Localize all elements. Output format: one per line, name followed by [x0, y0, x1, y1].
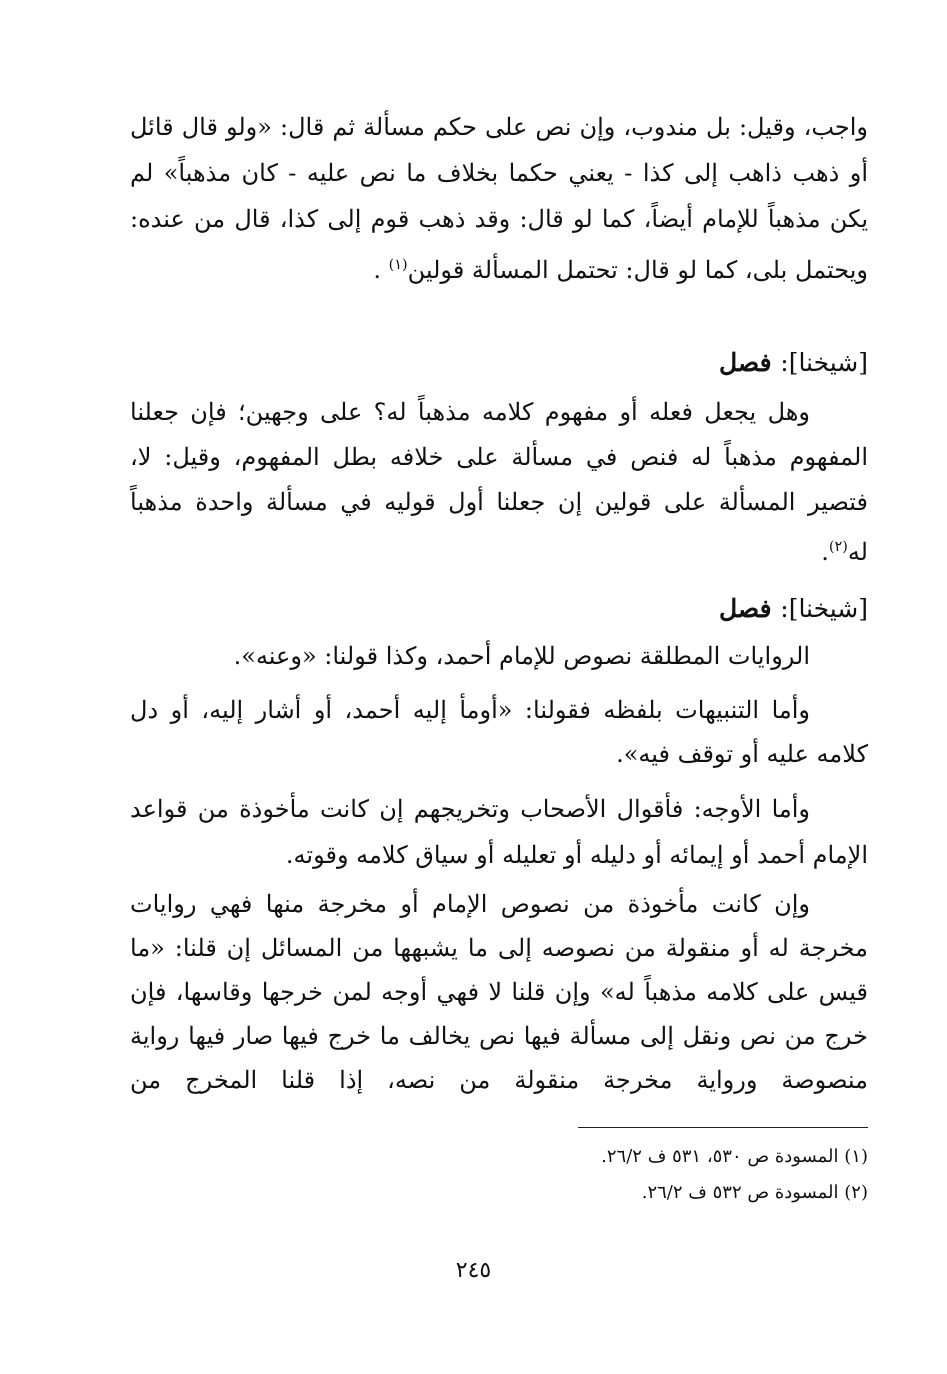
- footnote-ref-2: (٢): [828, 539, 848, 555]
- heading-tag: [شيخنا]:: [780, 348, 868, 377]
- footnote-1: (١) المسودة ص ٥٣٠، ٥٣١ ف ٢٦/٢.: [601, 1146, 868, 1167]
- paragraph-end: .: [821, 538, 829, 566]
- section-heading-2: [719, 594, 868, 623]
- paragraph-2: [130, 390, 868, 575]
- paragraph-1: [130, 104, 868, 293]
- paragraph-5: [130, 786, 868, 878]
- paragraph-text: الروايات المطلقة نصوص للإمام أحمد، وكذا قولنا: «وعنه».: [233, 642, 810, 670]
- footnote-ref-1: (١): [388, 257, 408, 273]
- paragraph-text: وهل يجعل فعله أو مفهوم كلامه مذهباً له؟ على وجهين؛ فإن جعلنا المفهوم مذهباً له فنص في مسألة على خلافه بطل المفهوم، وقيل: لا، فتصير المسألة على قولين إن جعلنا أول قوليه في مسألة واحدة مذهباً له: [130, 398, 868, 566]
- page-number: ٢٤٥: [455, 1258, 492, 1283]
- paragraph-3: [130, 634, 868, 678]
- paragraph-text: وأما الأوجه: فأقوال الأصحاب وتخريجهم إن كانت مأخوذة من قواعد الإمام أحمد أو إيمائه أو دليله أو تعليله أو سياق كلامه وقوته.: [130, 795, 868, 869]
- footnote-separator: [578, 1127, 868, 1128]
- paragraph-text: وإن كانت مأخوذة من نصوص الإمام أو مخرجة منها فهي روايات مخرجة له أو منقولة من نصوصه إلى ما يشبهها من المسائل إن قلنا: «ما قيس على كلامه مذهباً له» وإن قلنا لا فهي أوجه لمن خرجها وقاسها، فإن خرج من نص ونقل إلى مسألة فيها نص يخالف ما خرج فيها صار فيها رواية منصوصة ورواية مخرجة منقولة من نصه، إذا قلنا المخرج من: [130, 890, 868, 1094]
- heading-word: فصل: [718, 348, 772, 377]
- paragraph-end: .: [373, 256, 381, 284]
- paragraph-6: [130, 882, 868, 1102]
- section-heading-1: [719, 348, 868, 377]
- paragraph-4: [130, 688, 868, 776]
- heading-tag: [شيخنا]:: [780, 594, 868, 623]
- heading-word: فصل: [718, 594, 772, 623]
- paragraph-text: واجب، وقيل: بل مندوب، وإن نص على حكم مسألة ثم قال: «ولو قال قائل أو ذهب ذاهب إلى كذا - يعني حكما بخلاف ما نص عليه - كان مذهباً» لم يكن مذهباً للإمام أيضاً، كما لو قال: وقد ذهب قوم إلى كذا، قال من عنده: ويحتمل بلى، كما لو قال: تحتمل المسألة قولين: [130, 113, 868, 284]
- footnote-2: (٢) المسودة ص ٥٣٢ ف ٢٦/٢.: [641, 1182, 868, 1203]
- paragraph-text: وأما التنبيهات بلفظه فقولنا: «أومأ إليه أحمد، أو أشار إليه، أو دل كلامه عليه أو توقف فيه».: [130, 696, 868, 768]
